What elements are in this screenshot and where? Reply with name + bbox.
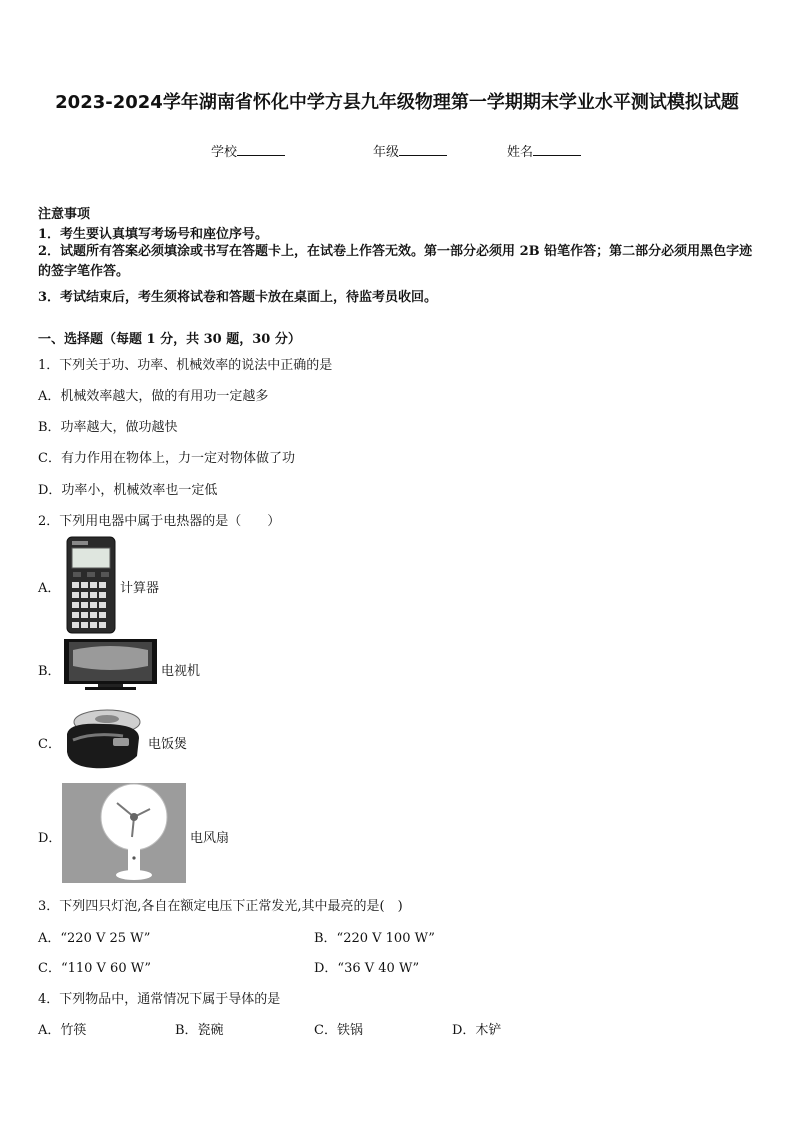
q1-option-a: A．机械效率越大，做的有用功一定越多: [38, 389, 269, 404]
q2-option-a-label: 计算器: [120, 581, 160, 596]
school-blank: [237, 142, 285, 156]
note-item-1: 1．考生要认真填写考场号和座位序号。: [38, 227, 269, 242]
section-heading: 一、选择题（每题 1 分，共 30 题，30 分）: [38, 332, 301, 347]
q2-option-d-label: 电风扇: [190, 831, 230, 846]
q2-option-d-letter: D．: [38, 831, 62, 846]
q4-option-b: B．瓷碗: [175, 1023, 224, 1038]
q2-stem: 2．下列用电器中属于电热器的是（ ）: [38, 514, 281, 529]
school-field: [211, 141, 285, 160]
q4-stem: 4．下列物品中，通常情况下属于导体的是: [38, 992, 281, 1007]
q2-option-b-label: 电视机: [161, 664, 201, 679]
q1-option-c: C．有力作用在物体上，力一定对物体做了功: [38, 451, 295, 466]
q4-option-d: D．木铲: [452, 1023, 502, 1038]
grade-blank: [399, 142, 447, 156]
name-label: 姓名: [507, 145, 534, 160]
q2-option-a-letter: A．: [38, 581, 61, 596]
q2-option-c-letter: C．: [38, 737, 61, 752]
q3-option-d: D．“36 V 40 W”: [314, 961, 420, 976]
electric-fan-image: [62, 783, 186, 887]
television-image: [63, 638, 158, 695]
q2-option-c-label: 电饭煲: [148, 737, 188, 752]
name-blank: [533, 142, 581, 156]
page-title: 2023-2024学年湖南省怀化中学方县九年级物理第一学期期末学业水平测试模拟试题: [55, 92, 739, 113]
q2-option-b-letter: B．: [38, 664, 61, 679]
grade-field: [373, 141, 447, 160]
grade-label: 年级: [373, 145, 400, 160]
name-field: [507, 141, 581, 160]
note-item-2: 2．试题所有答案必须填涂或书写在答题卡上，在试卷上作答无效。第一部分必须用 2B 铅笔作答；第二部分必须用黑色字迹的签字笔作答。: [38, 244, 753, 279]
q3-option-c: C．“110 V 60 W”: [38, 961, 151, 976]
q1-stem: 1．下列关于功、功率、机械效率的说法中正确的是: [38, 358, 333, 373]
calculator-image: [66, 536, 116, 638]
rice-cooker-image: [63, 708, 143, 778]
q3-option-a: A．“220 V 25 W”: [38, 931, 151, 946]
q3-option-b: B．“220 V 100 W”: [314, 931, 435, 946]
q4-option-a: A．竹筷: [38, 1023, 87, 1038]
note-item-3: 3．考试结束后，考生须将试卷和答题卡放在桌面上，待监考员收回。: [38, 290, 438, 305]
q3-stem: 3．下列四只灯泡,各自在额定电压下正常发光,其中最亮的是( ): [38, 899, 403, 914]
notes-heading: 注意事项: [38, 207, 91, 222]
school-label: 学校: [211, 145, 238, 160]
q1-option-d: D．功率小，机械效率也一定低: [38, 483, 218, 498]
q4-option-c: C．铁锅: [314, 1023, 363, 1038]
q1-option-b: B．功率越大，做功越快: [38, 420, 178, 435]
